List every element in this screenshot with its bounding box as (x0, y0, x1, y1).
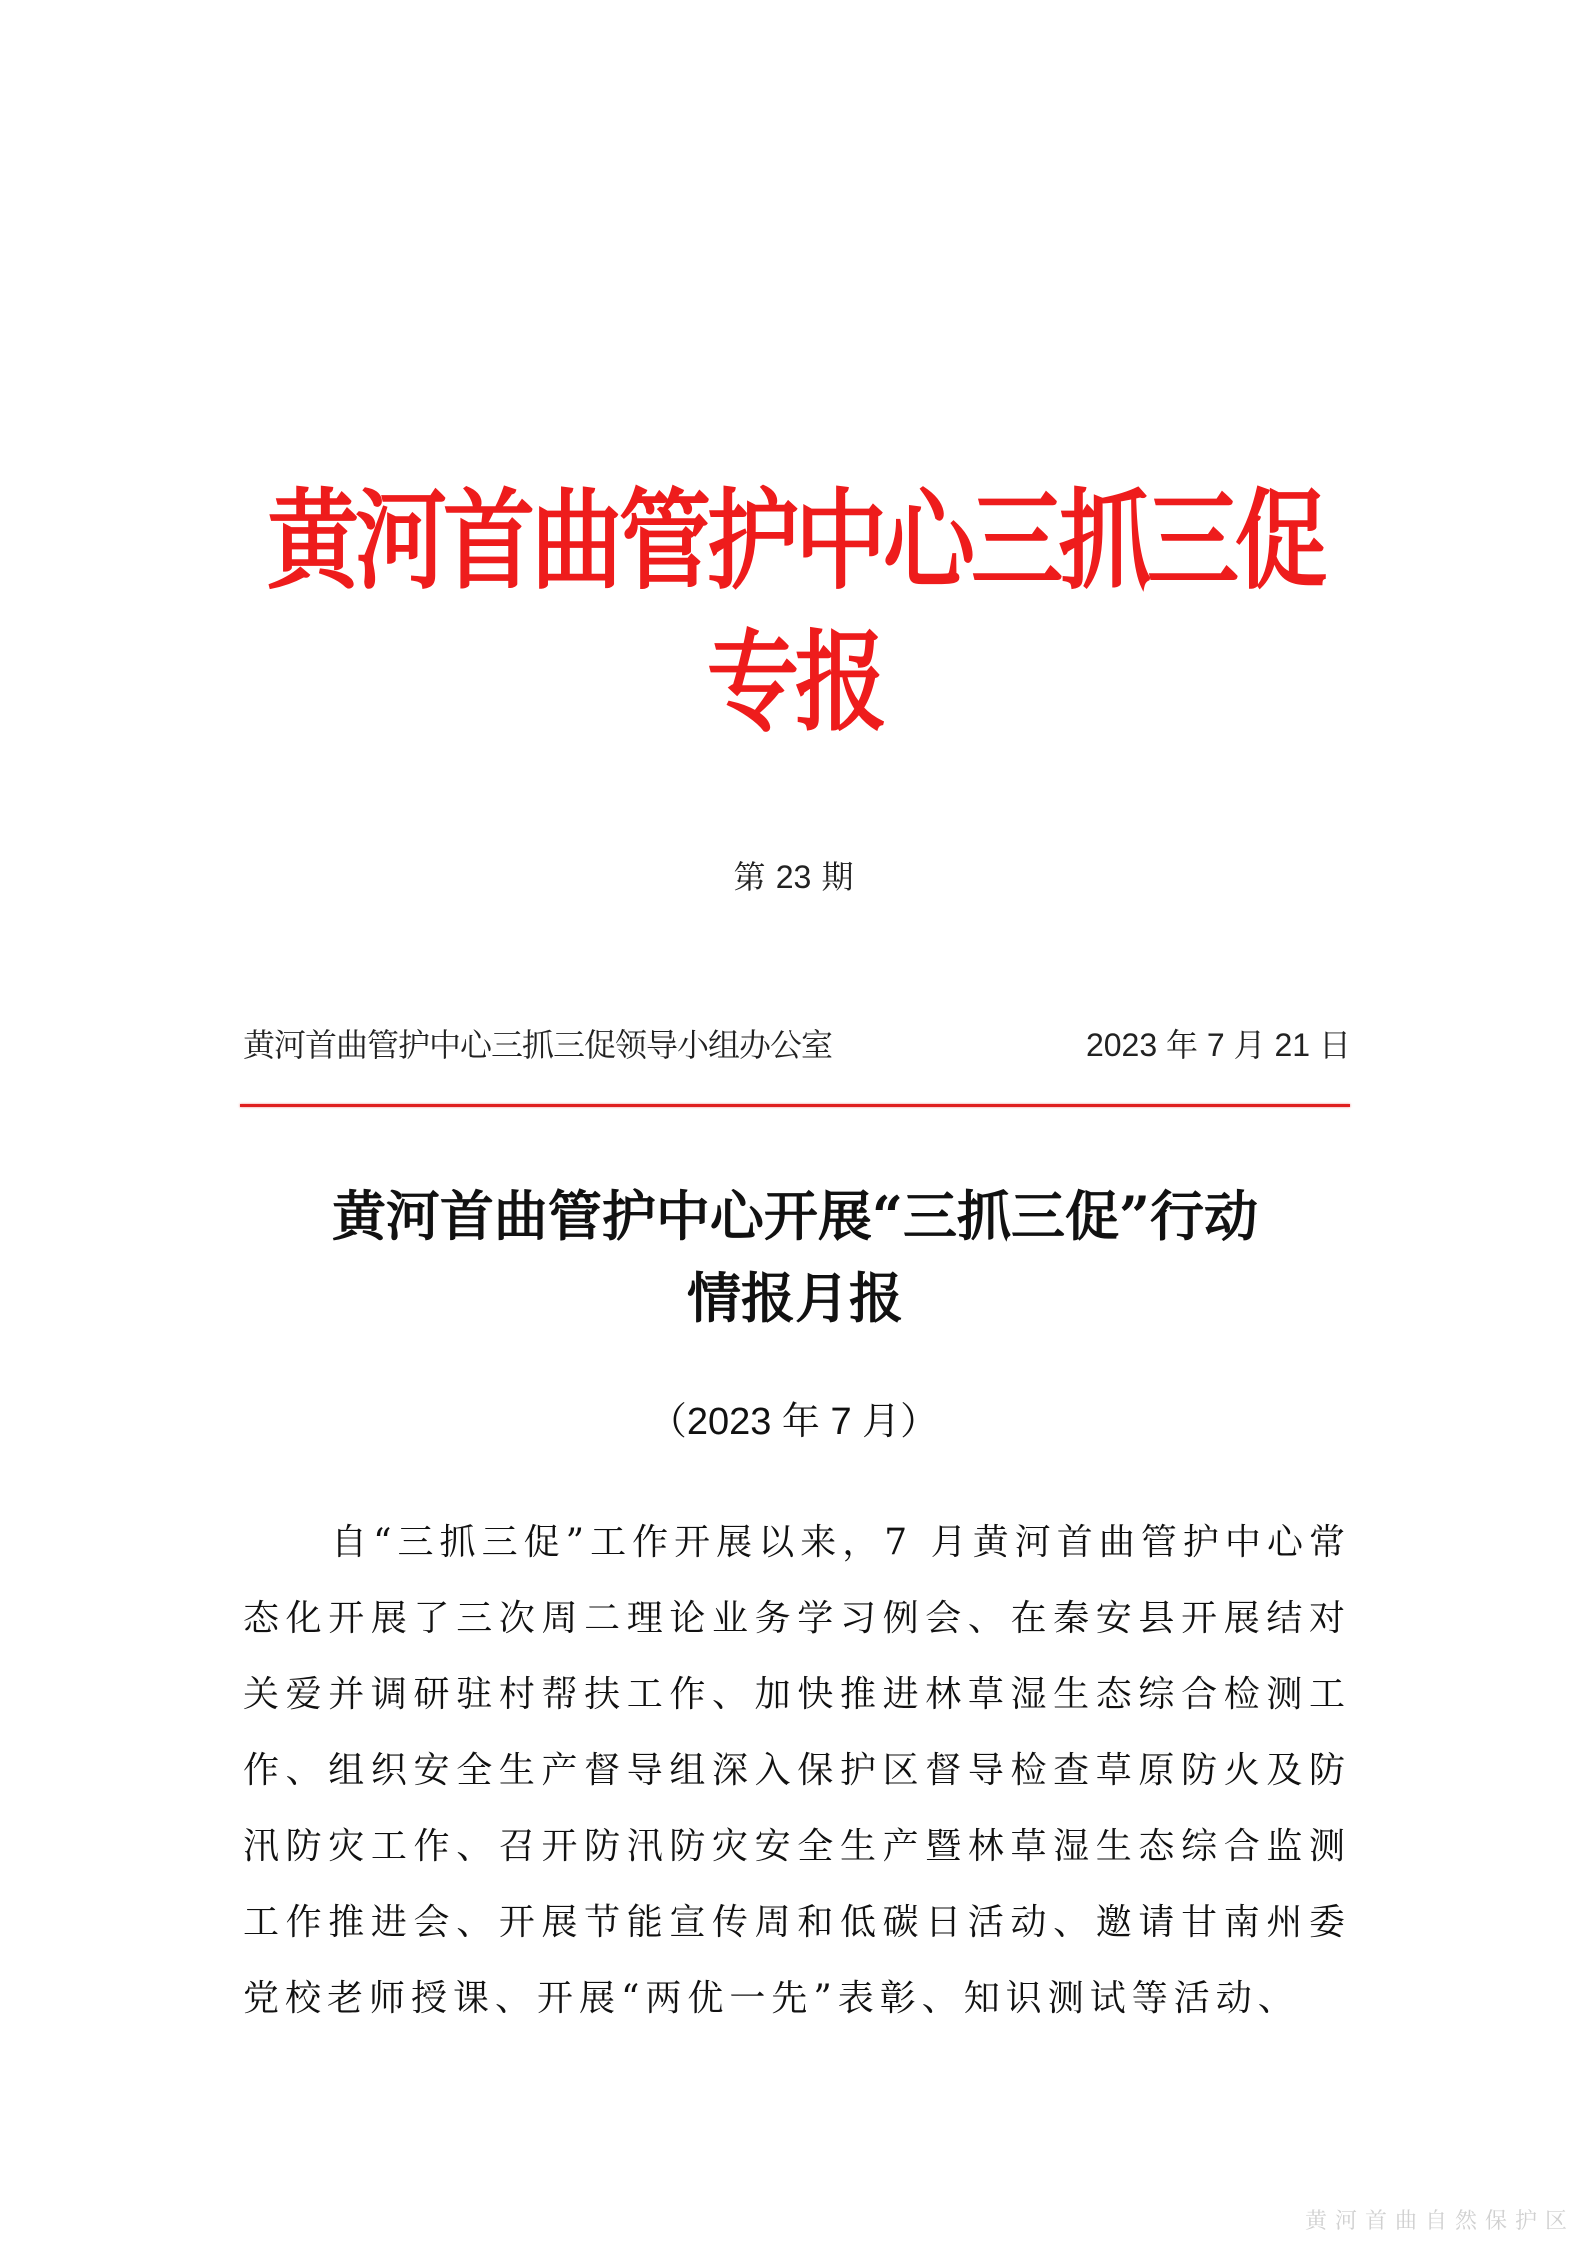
headline-line-1: 黄河首曲管护中心开展“三抓三促”行动 (331, 1184, 1259, 1248)
article-headline (240, 1175, 1350, 1339)
article-period: （2023 年 7 月） (648, 1401, 939, 1443)
issue-num: 23 (775, 859, 812, 895)
red-divider (240, 1104, 1350, 1107)
headline-line-2: 情报月报 (687, 1266, 903, 1330)
issuer-row (243, 1020, 1351, 1070)
body-paragraph: 自“三抓三促”工作开展以来，7 月黄河首曲管护中心常态化开展了三次周二理论业务学习例会、在秦安县开展结对关爱并调研驻村帮扶工作、加快推进林草湿生态综合检测工作、组织安全生产督导组深入保护区督导检查草原防火及防汛防灾工作、召开防汛防灾安全生产暨林草湿生态综合监测工作推进会、开展节能宣传周和低碳日活动、邀请甘南州委党校老师授课、开展“两优一先”表彰、知识测试等活动、 (243, 1522, 1351, 2019)
issue-prefix: 第 (733, 858, 766, 896)
issue-date: 2023 年 7 月 21 日 (1085, 1027, 1351, 1063)
issuer-name: 黄河首曲管护中心三抓三促领导小组办公室 (243, 1026, 833, 1064)
issue-number (0, 852, 1587, 898)
body-text (243, 1505, 1351, 2037)
masthead-title: 黄河首曲管护中心三抓三促专报 (266, 477, 1323, 747)
issue-suffix: 期 (821, 858, 854, 896)
watermark: 黄河首曲自然保护区 (1304, 2209, 1575, 2234)
